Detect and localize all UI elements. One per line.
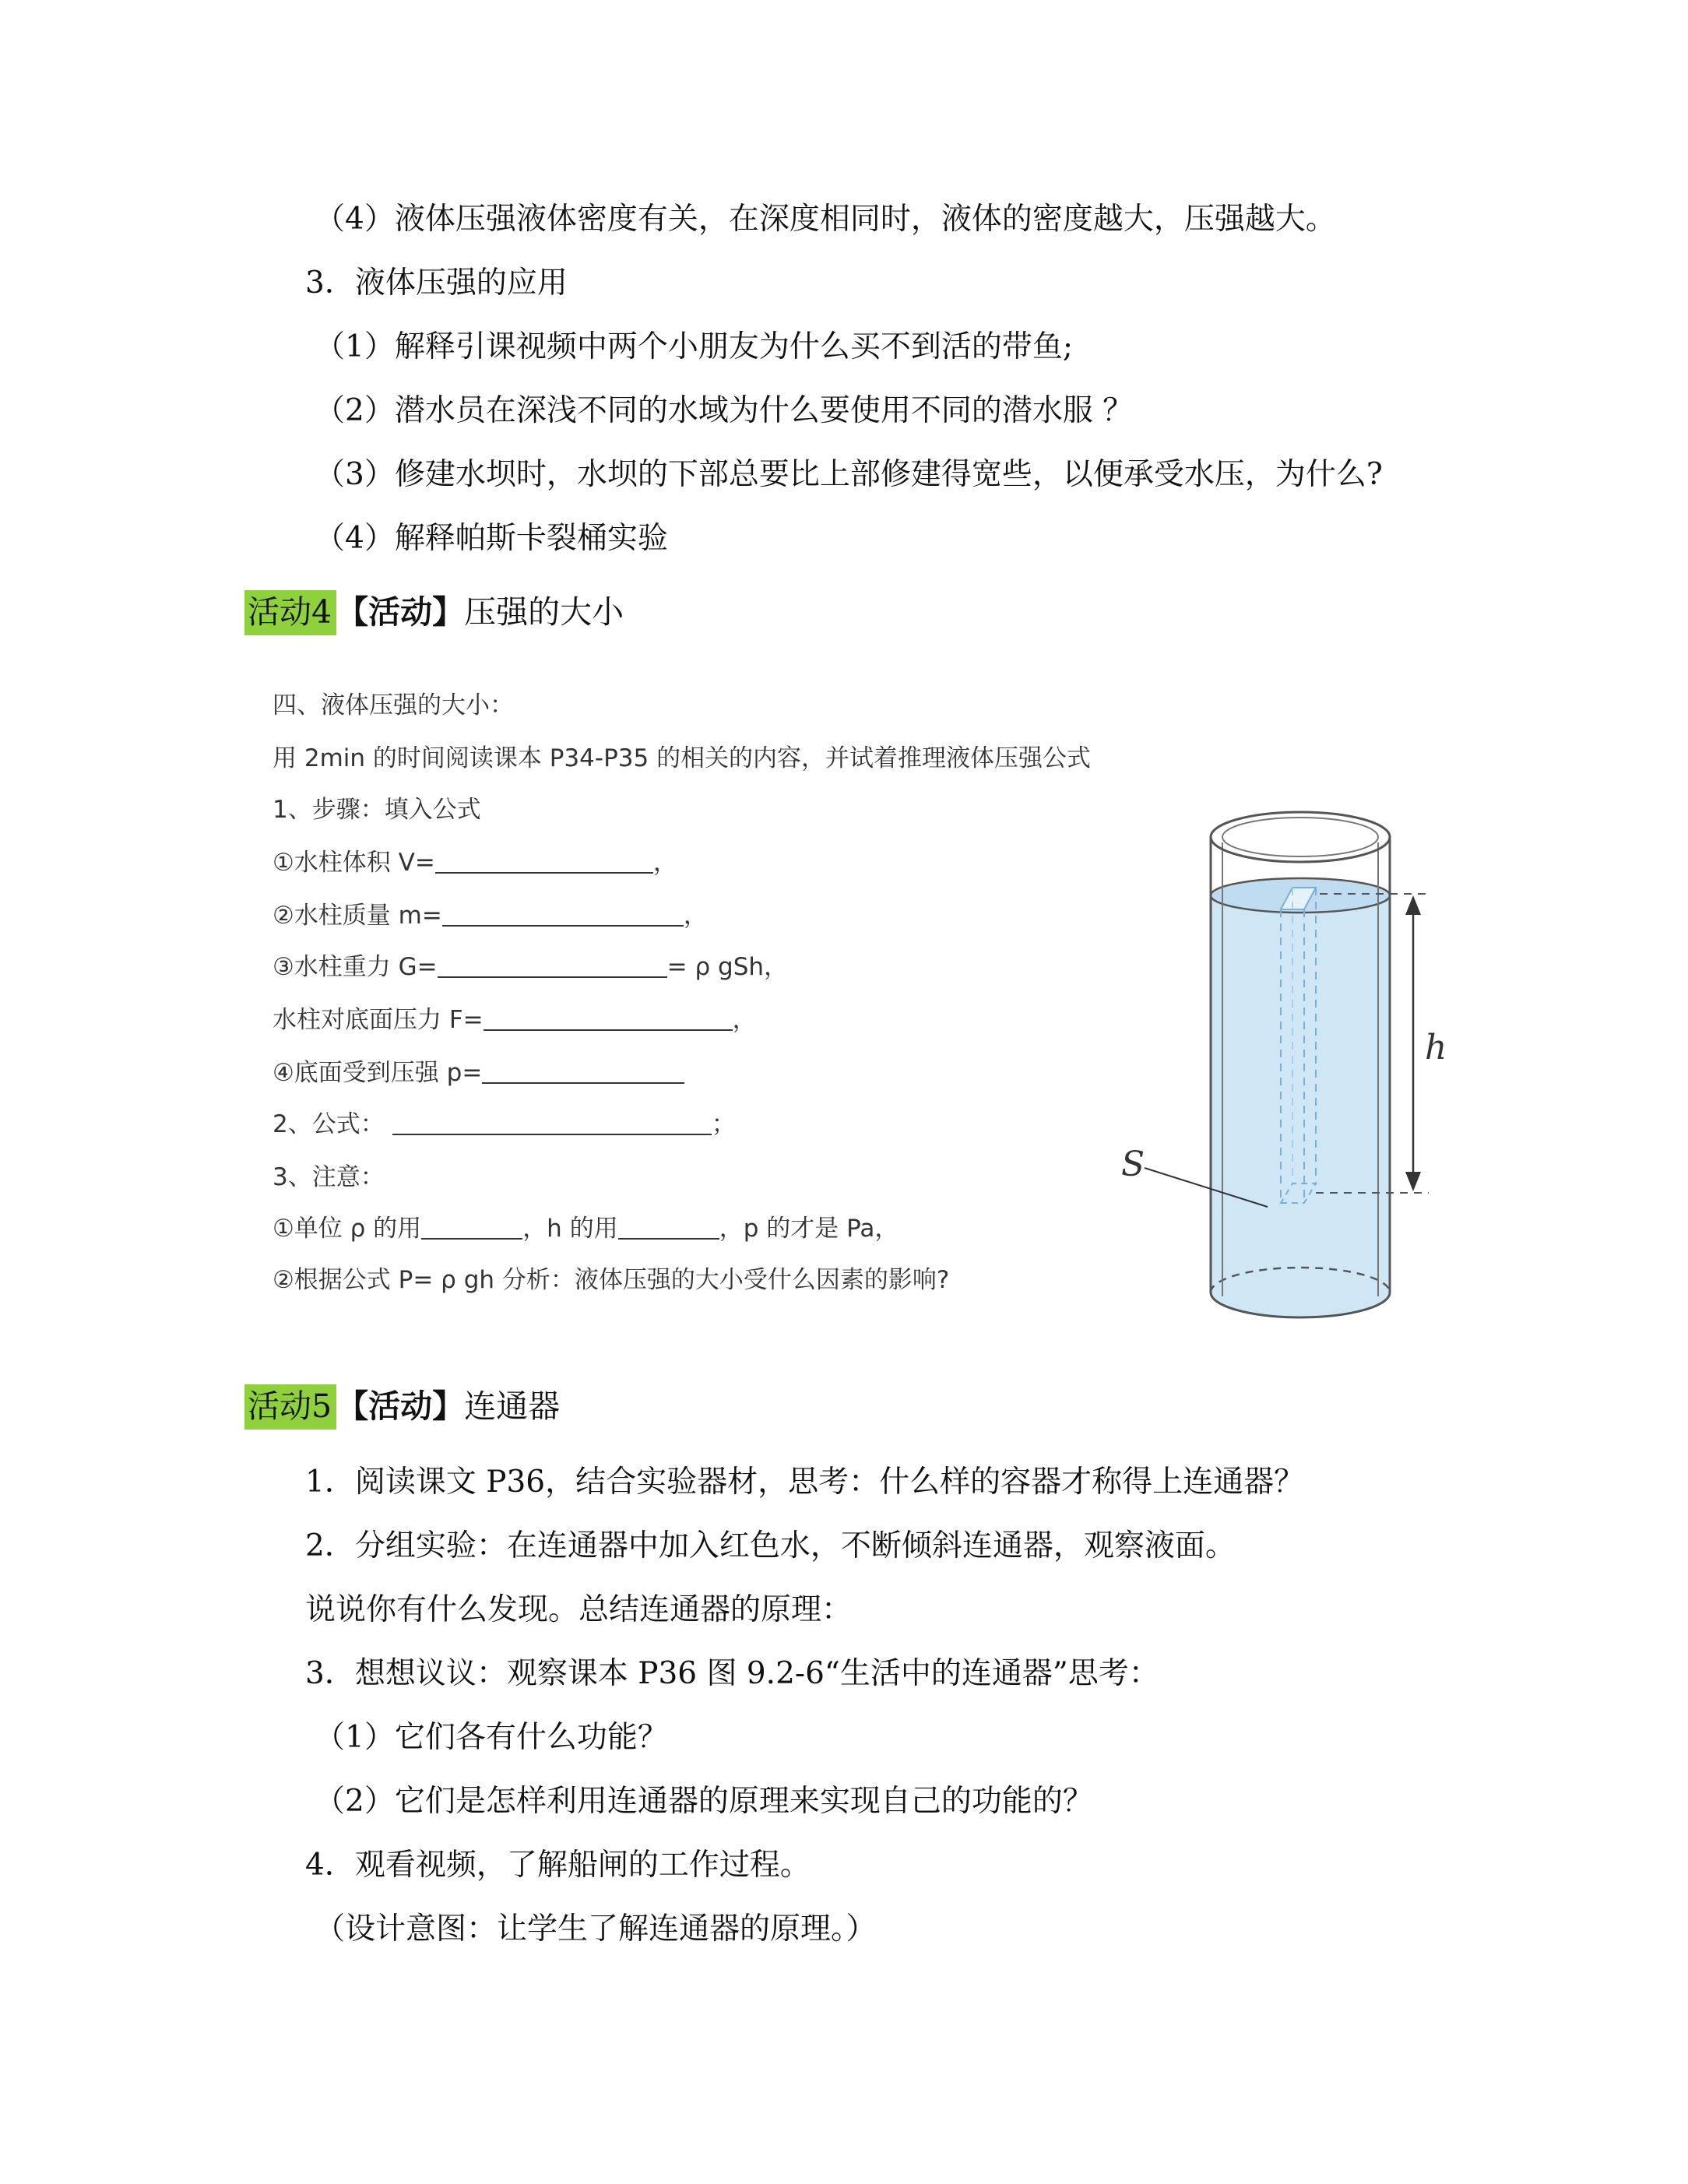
text-line: 2．分组实验：在连通器中加入红色水，不断倾斜连通器，观察液面。 <box>305 1528 1236 1563</box>
answer-blank[interactable] <box>438 953 667 978</box>
answer-blank[interactable] <box>442 902 684 927</box>
pressure-row: ④底面受到压强 p= <box>273 1056 684 1090</box>
worksheet-notes: 3、注意： <box>273 1163 385 1191</box>
force-row: 水柱对底面压力 F= ， <box>273 1006 757 1034</box>
activity-title: 连通器 <box>464 1387 561 1425</box>
answer-blank[interactable] <box>618 1215 719 1240</box>
text-line: 3．想想议议：观察课本 P36 图 9.2-6“生活中的连通器”思考： <box>305 1656 1159 1691</box>
volume-row: ①水柱体积 V= ， <box>273 849 677 877</box>
worksheet-instruction: 用 2min 的时间阅读课本 P34-P35 的相关的内容，并试着推理液体压强公式 <box>273 744 1092 772</box>
activity-bracket: 【活动】 <box>336 593 465 631</box>
activity-heading <box>244 1383 560 1430</box>
design-note: （设计意图：让学生了解连通器的原理。） <box>315 1911 877 1947</box>
activity-tag: 活动5 <box>244 1384 336 1430</box>
unit-row: ①单位 ρ 的用 ，h 的用 ，p 的才是 Pa， <box>273 1215 899 1243</box>
water-column-fill <box>1211 895 1390 1317</box>
text-line: 说说你有什么发现。总结连通器的原理： <box>305 1592 853 1627</box>
answer-blank[interactable] <box>482 1059 684 1084</box>
top-rim-inner <box>1222 818 1378 856</box>
activity-tag: 活动4 <box>244 590 336 635</box>
analysis-row: ②根据公式 P= ρ gh 分析：液体压强的大小受什么因素的影响? <box>273 1266 950 1294</box>
top-rim-outer <box>1211 812 1390 862</box>
list-item: （2）潜水员在深浅不同的水域为什么要使用不同的潜水服 ？ <box>315 393 1134 428</box>
worksheet-heading: 四、液体压强的大小： <box>273 691 514 719</box>
gravity-row: ③水柱重力 G= = ρ gSh， <box>273 953 789 981</box>
cylinder-diagram <box>1121 794 1479 1339</box>
list-item: （3）修建水坝时，水坝的下部总要比上部修建得宽些，以便承受水压，为什么? <box>315 457 1383 492</box>
answer-blank[interactable] <box>392 1110 712 1135</box>
arrow-head-bottom <box>1405 1172 1421 1191</box>
mass-row: ②水柱质量 m= ， <box>273 902 708 930</box>
list-item: （4）解释帕斯卡裂桶实验 <box>315 521 668 556</box>
text-line: 1．阅读课文 P36，结合实验器材，思考：什么样的容器才称得上连通器？ <box>305 1465 1305 1500</box>
activity-title: 压强的大小 <box>464 593 624 631</box>
arrow-head-top <box>1405 895 1421 915</box>
activity-heading <box>244 589 624 635</box>
answer-blank[interactable] <box>484 1006 733 1031</box>
answer-blank[interactable] <box>421 1215 522 1240</box>
answer-blank[interactable] <box>435 849 653 874</box>
list-item: （1）解释引课视频中两个小朋友为什么买不到活的带鱼; <box>315 329 1073 364</box>
area-label-s: S <box>1121 1145 1145 1184</box>
text-line: 4．观看视频，了解船闸的工作过程。 <box>305 1848 811 1883</box>
formula-row: 2、公式： ； <box>273 1110 736 1138</box>
list-item: （2）它们是怎样利用连通器的原理来实现自己的功能的？ <box>315 1784 1093 1819</box>
depth-label-h: h <box>1425 1028 1447 1067</box>
activity-bracket: 【活动】 <box>336 1387 465 1425</box>
section-title: 3．液体压强的应用 <box>305 266 568 301</box>
worksheet-step-title: 1、步骤：填入公式 <box>273 796 481 824</box>
list-item: （1）它们各有什么功能？ <box>315 1720 668 1755</box>
text-line: （4）液体压强液体密度有关，在深度相同时，液体的密度越大，压强越大。 <box>315 202 1336 237</box>
